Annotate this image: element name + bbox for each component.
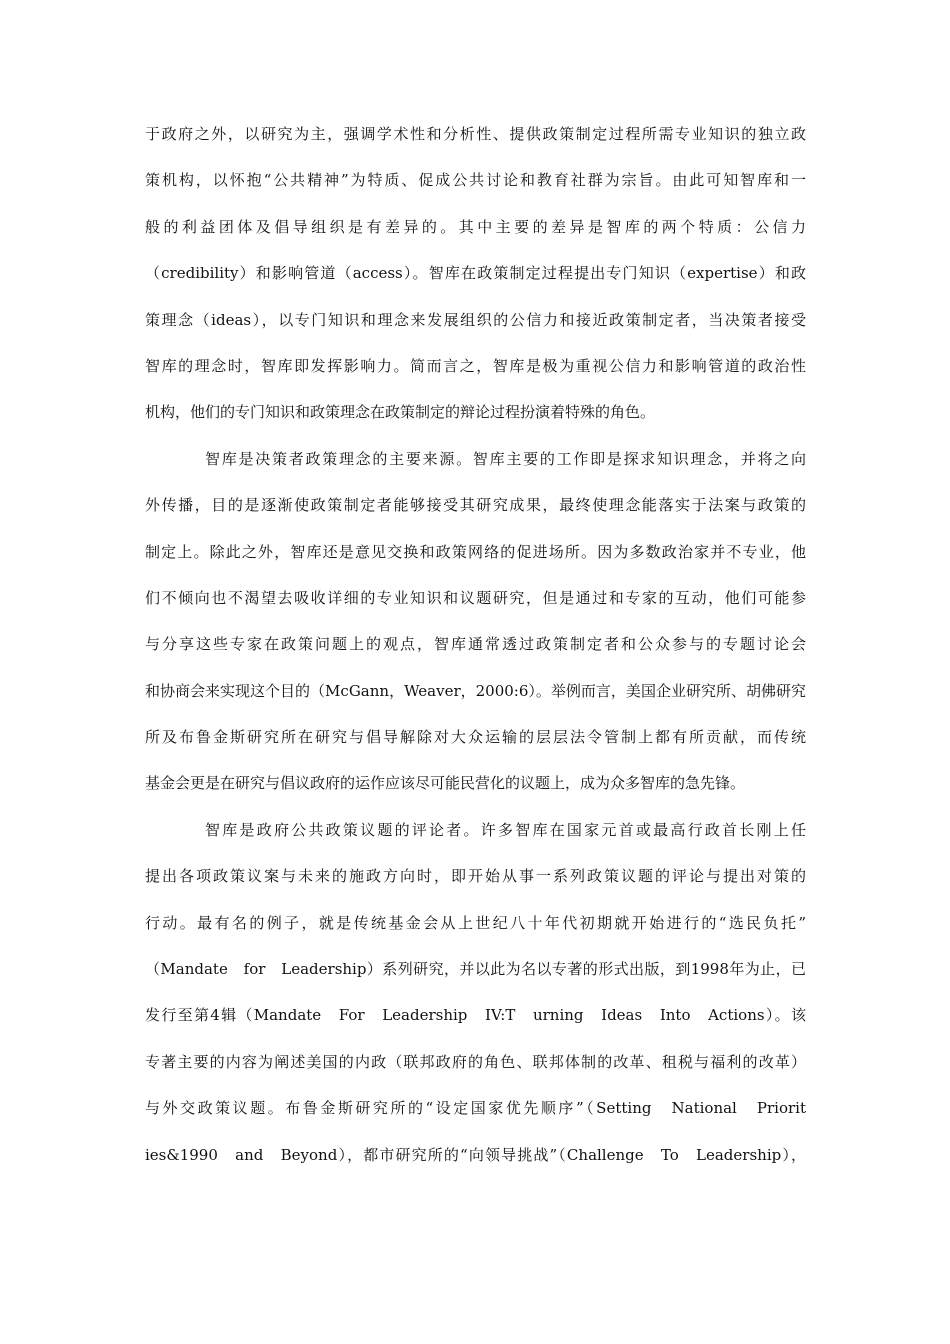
text-line: 基金会更是在研究与倡议政府的运作应该尽可能民营化的议题上，成为众多智库的急先锋。 <box>145 774 746 793</box>
text-line: 策机构，以怀抱“公共精神”为特质、促成公共讨论和教育社群为宗旨。由此可知智库和一 <box>145 171 806 190</box>
text-line: 与分享这些专家在政策问题上的观点，智库通常透过政策制定者和公众参与的专题讨论会 <box>145 635 806 654</box>
text-line: 智库是政府公共政策议题的评论者。许多智库在国家元首或最高行政首长刚上任 <box>205 820 806 839</box>
text-line: 发行至第4辑（Mandate For Leadership IV:T urning Ideas Into Actions）。该 <box>145 1006 806 1025</box>
text-line: 智库是决策者政策理念的主要来源。智库主要的工作即是探求知识理念，并将之向 <box>205 449 806 468</box>
text-line: 外传播，目的是逐渐使政策制定者能够接受其研究成果，最终使理念能落实于法案与政策的 <box>145 496 806 515</box>
text-line: 智库的理念时，智库即发挥影响力。简而言之，智库是极为重视公信力和影响管道的政治性 <box>145 356 806 375</box>
text-line: （credibility）和影响管道（access）。智库在政策制定过程提出专门知识（expertise）和政 <box>145 264 806 283</box>
text-line: 和协商会来实现这个目的（McGann，Weaver，2000:6）。举例而言，美国企业研究所、胡佛研究 <box>145 681 806 700</box>
text-line: ies&1990 and Beyond），都市研究所的“向领导挑战”（Challenge To Leadership）， <box>145 1145 806 1164</box>
text-line: 专著主要的内容为阐述美国的内政（联邦政府的角色、联邦体制的改革、租税与福利的改革） <box>145 1052 806 1071</box>
text-line: 制定上。除此之外，智库还是意见交换和政策网络的促进场所。因为多数政治家并不专业，他 <box>145 542 806 561</box>
text-line: 们不倾向也不渴望去吸收详细的专业知识和议题研究，但是通过和专家的互动，他们可能参 <box>145 588 806 607</box>
text-line: 行动。最有名的例子，就是传统基金会从上世纪八十年代初期就开始进行的“选民负托” <box>145 913 806 932</box>
text-line: 机构，他们的专门知识和政策理念在政策制定的辩论过程扮演着特殊的角色。 <box>145 403 656 422</box>
text-line: 般的利益团体及倡导组织是有差异的。其中主要的差异是智库的两个特质：公信力 <box>145 217 806 236</box>
text-line: 策理念（ideas），以专门知识和理念来发展组织的公信力和接近政策制定者，当决策者接受 <box>145 310 806 329</box>
text-line: 所及布鲁金斯研究所在研究与倡导解除对大众运输的层层法令管制上都有所贡献，而传统 <box>145 728 806 747</box>
text-line: 提出各项政策议案与未来的施政方向时，即开始从事一系列政策议题的评论与提出对策的 <box>145 867 806 886</box>
body-text <box>145 122 806 1189</box>
text-line: 与外交政策议题。布鲁金斯研究所的“设定国家优先顺序”（Setting National Priorit <box>145 1099 806 1118</box>
text-line: （Mandate for Leadership）系列研究，并以此为名以专著的形式出版，到1998年为止，已 <box>145 960 806 979</box>
text-line: 于政府之外，以研究为主，强调学术性和分析性、提供政策制定过程所需专业知识的独立政 <box>145 125 806 143</box>
